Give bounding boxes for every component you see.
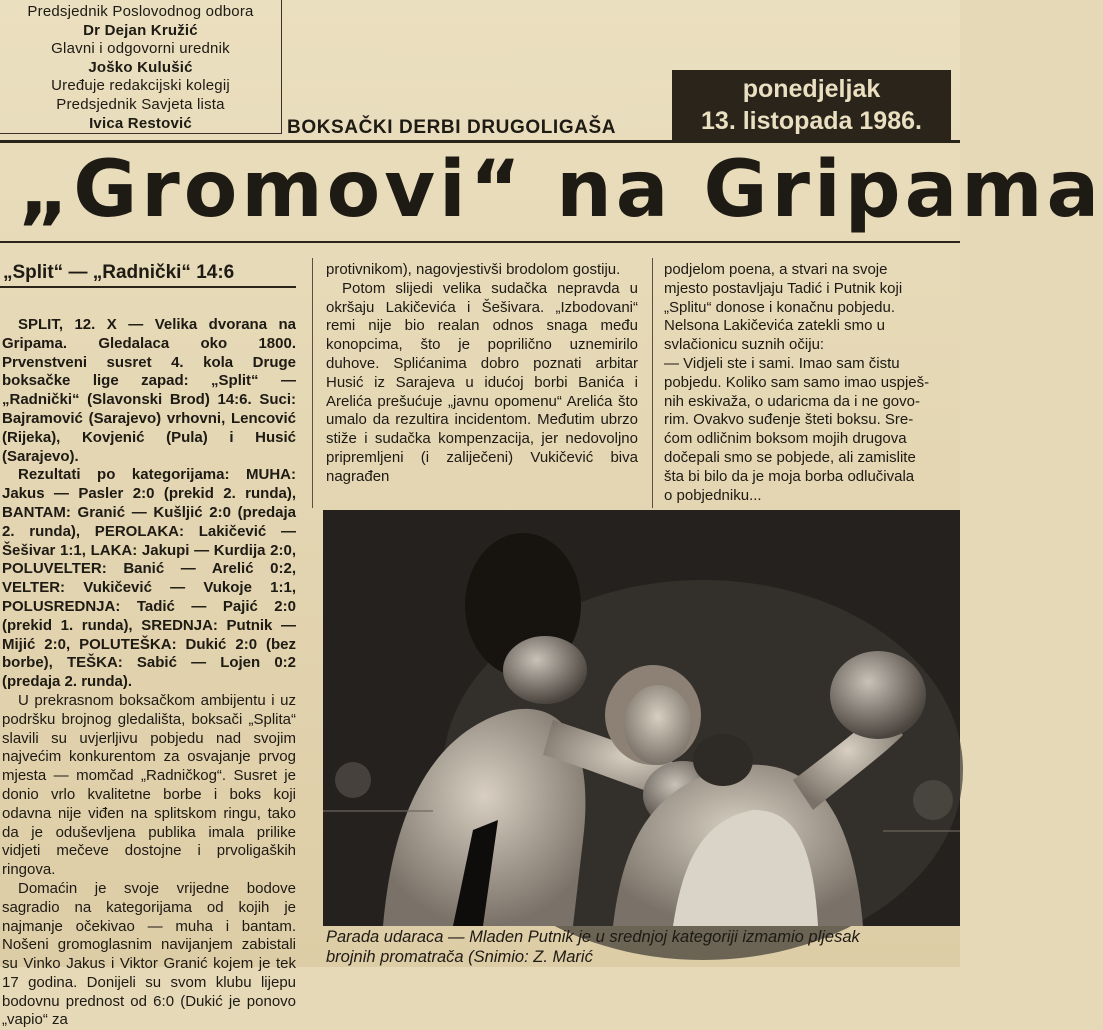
text-line: svlačionicu suznih očiju: xyxy=(664,336,825,354)
paragraph: Potom slijedi velika sudačka nepravda u okršaju Lakičevića i Šešivara. „Izbodovani“ remi nije bio realan odnos snaga među konopcima, što je poprilično uznemirilo duhove. Splićanima dobro poznati arbitar Husić iz Sarajeva u idućoj borbi Banića i Arelića prešućuje „javnu opomenu“ Arelića što umalo da rezultira incidentom. Međutim ubrzo stiže i sudačka kompenzacija, jer nedovoljno pripremljeni (i zaliječeni) Vukičević biva nagrađen xyxy=(326,279,638,485)
paragraph: U prekrasnom boksačkom ambijentu i uz podršku brojnog gledališta, boksači „Splita“ slavili su uvjerljivu pobjedu nad svojim najvećim konkurentom za osvajanje prvog mjesta — momčad „Radničkog“. Susret je donio vrlo kvalitetne borbe i boks koji odavna nije viđen na splitskom ringu, tako da je oduševljena publika imala prilike vidjeti mečeve dostojne i prvoligaških ringova. xyxy=(2,691,296,879)
caption-line: brojnih promatrača (Snimio: Z. Marić xyxy=(326,948,593,966)
text-line: mjesto postavljaju Tadić i Putnik koji xyxy=(664,279,903,297)
text-line: dočepali smo se pobjede, ali zamislite xyxy=(664,448,916,466)
headline: „Gromovi“ na Gripama xyxy=(18,145,1103,235)
boxing-photo xyxy=(323,510,960,926)
date: 13. listopada 1986. xyxy=(701,107,922,135)
right-column xyxy=(664,261,960,531)
text-line: ćom odličnim boksom mojih drugova xyxy=(664,430,907,448)
caption-line: Parada udaraca — Mladen Putnik je u srednjoj kategoriji izmamio pljesak xyxy=(326,928,860,946)
section-kicker: BOKSAČKI DERBI DRUGOLIGAŠA xyxy=(287,117,617,138)
text-line: pobjedu. Koliko sam samo imao uspješ- xyxy=(664,373,930,391)
credit-line: Uređuje redakcijski kolegij xyxy=(51,77,230,95)
credit-line: Predsjednik Savjeta lista xyxy=(56,95,225,113)
text-line: o pobjedniku... xyxy=(664,486,762,504)
date-box xyxy=(672,70,951,140)
photo-caption xyxy=(326,927,960,967)
text-line: „Splitu“ donose i konačnu pobjedu. xyxy=(664,298,895,316)
text-line: Nelsona Lakičevića zatekli smo u xyxy=(664,317,885,335)
credit-name: Joško Kulušić xyxy=(88,58,193,76)
credit-line: Glavni i odgovorni urednik xyxy=(51,40,230,58)
credit-name: Ivica Restović xyxy=(89,114,192,132)
column-divider xyxy=(652,258,653,508)
text-line: nih eskivaža, o udaricma da i ne govo- xyxy=(664,392,920,410)
left-column xyxy=(2,316,296,1030)
paragraph: SPLIT, 12. X — Velika dvorana na Gripama. Gledalaca oko 1800. Prvenstveni susret 4. kola Druge boksačke lige zapad: „Split“ — „Radnički“ (Slavonski Brod) 14:6. Suci: Bajramović (Sarajevo) vrhovni, Lencović (Rijeka), Kovjenić (Pula) i Husić (Sarajevo). xyxy=(2,316,296,465)
column-divider xyxy=(312,258,313,508)
text-line: — Vidjeli ste i sami. Imao sam čistu xyxy=(664,354,900,372)
text-line: podjelom poena, a stvari na svoje xyxy=(664,261,888,278)
masthead-credits xyxy=(0,0,282,134)
text-line: rim. Ovakvo suđenje šteti boksu. Sre- xyxy=(664,411,914,429)
subheadline: „Split“ — „Radnički“ 14:6 xyxy=(0,262,296,288)
paragraph: Domaćin je svoje vrijedne bodove sagradio na kategorijama od kojih je najmanje očekivao — muha i bantam. Nošeni gromoglasnim navijanjem zabistali su Vinko Jakus i Viktor Granić kojem je tek 17 godina. Donijeli su svom klubu lijepu bodovnu prednost od 6:0 (Dukić je ponovo „vapio“ za xyxy=(2,879,296,1029)
boxing-photo-illustration xyxy=(323,510,960,926)
paragraph: Rezultati po kategorijama: MUHA: Jakus — Pasler 2:0 (prekid 2. runda), BANTAM: Granić — Kušljić 2:0 (predaja 2. runda), PEROLAKA: Lakičević — Šešivar 1:1, LAKA: Jakupi — Kurdija 2:0, POLUVELTER: Banić — Arelić 0:2, VELTER: Vukičević — Vukoje 1:1, POLUSREDNJA: Tadić — Pajić 2:0 (prekid 1. runda), SREDNJA: Putnik — Mijić 2:0, POLUTEŠKA: Dukić 2:0 (bez borbe), TEŠKA: Sabić — Lojen 0:2 (predaja 2. runda). xyxy=(2,466,296,691)
paragraph: protivnikom), nagovjestivši brodolom gostiju. xyxy=(326,261,621,278)
headline-rule xyxy=(0,241,960,243)
text-line: šta bi bilo da je moja borba odlučivala xyxy=(664,467,915,485)
middle-column xyxy=(326,261,638,487)
credit-line: Predsjednik Poslovodnog odbora xyxy=(27,3,254,20)
weekday: ponedjeljak xyxy=(742,75,881,103)
credit-name: Dr Dejan Kružić xyxy=(83,21,198,39)
